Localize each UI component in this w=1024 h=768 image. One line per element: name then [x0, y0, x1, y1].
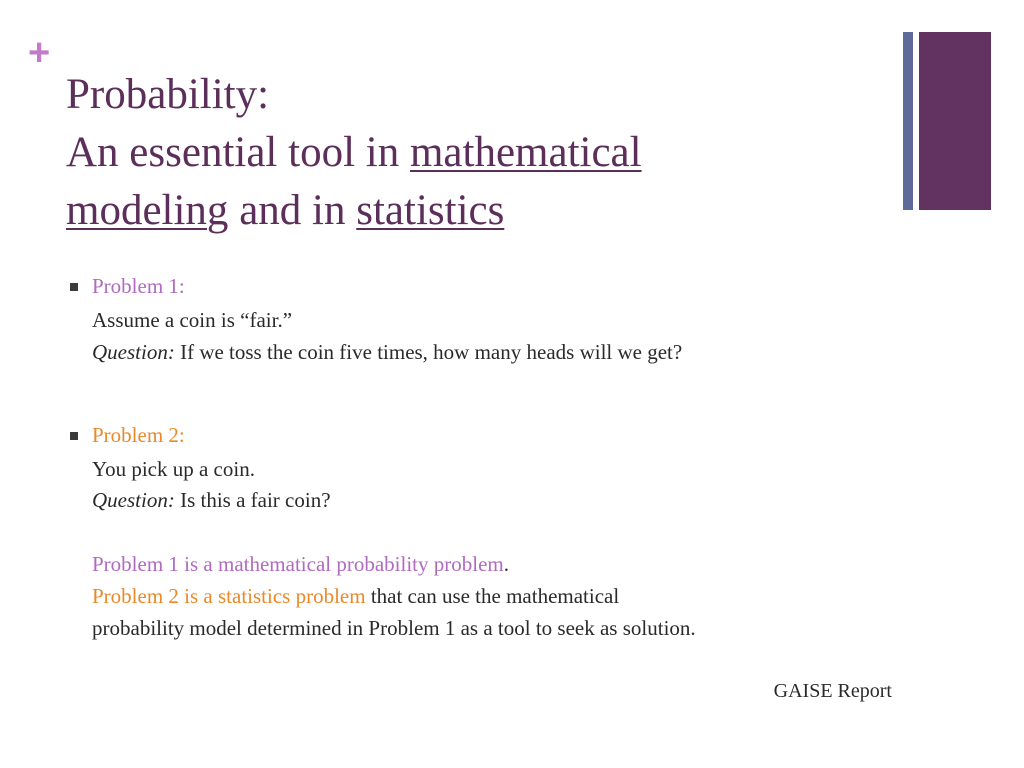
conclusion-problem-1: Problem 1 is a mathematical probability problem — [92, 552, 504, 576]
title-line-3-mid: and in — [228, 187, 357, 234]
title-line-1: Probability: — [66, 71, 270, 118]
problem-1-statement: Assume a coin is “fair.” — [92, 308, 293, 332]
problem-2-question — [92, 487, 331, 513]
conclusion-line-2 — [92, 583, 619, 609]
bullet-icon — [70, 283, 78, 291]
title-line-2 — [66, 124, 886, 182]
accent-bar-thin — [903, 32, 913, 210]
modeling-link[interactable]: modeling — [66, 187, 229, 234]
plus-icon: + — [28, 32, 51, 74]
slide-title — [66, 66, 886, 240]
problem-1-heading: Problem 1: — [92, 274, 185, 298]
question-text: If we toss the coin five times, how many heads will we get? — [174, 340, 683, 364]
title-line-2-prefix: An essential tool in — [66, 129, 410, 176]
question-label: Question: — [92, 340, 175, 364]
conclusion-line-3: probability model determined in Problem 1 as a tool to seek as solution. — [92, 616, 696, 640]
conclusion-line-2-rest: that can use the mathematical — [365, 584, 620, 608]
question-text: Is this a fair coin? — [174, 488, 331, 512]
source-citation: GAISE Report — [773, 680, 892, 702]
conclusion-line-1-end: . — [503, 552, 509, 576]
statistics-link[interactable]: statistics — [356, 187, 505, 234]
conclusion-problem-2: Problem 2 is a statistics problem — [92, 584, 366, 608]
accent-bar-thick — [919, 32, 991, 210]
problem-2-statement: You pick up a coin. — [92, 457, 255, 481]
bullet-icon — [70, 432, 78, 440]
problem-1-question — [92, 339, 682, 365]
mathematical-link[interactable]: mathematical — [409, 129, 642, 176]
conclusion-line-1 — [92, 551, 509, 577]
problem-2-heading: Problem 2: — [92, 423, 185, 447]
question-label: Question: — [92, 488, 175, 512]
title-line-3 — [66, 182, 886, 240]
